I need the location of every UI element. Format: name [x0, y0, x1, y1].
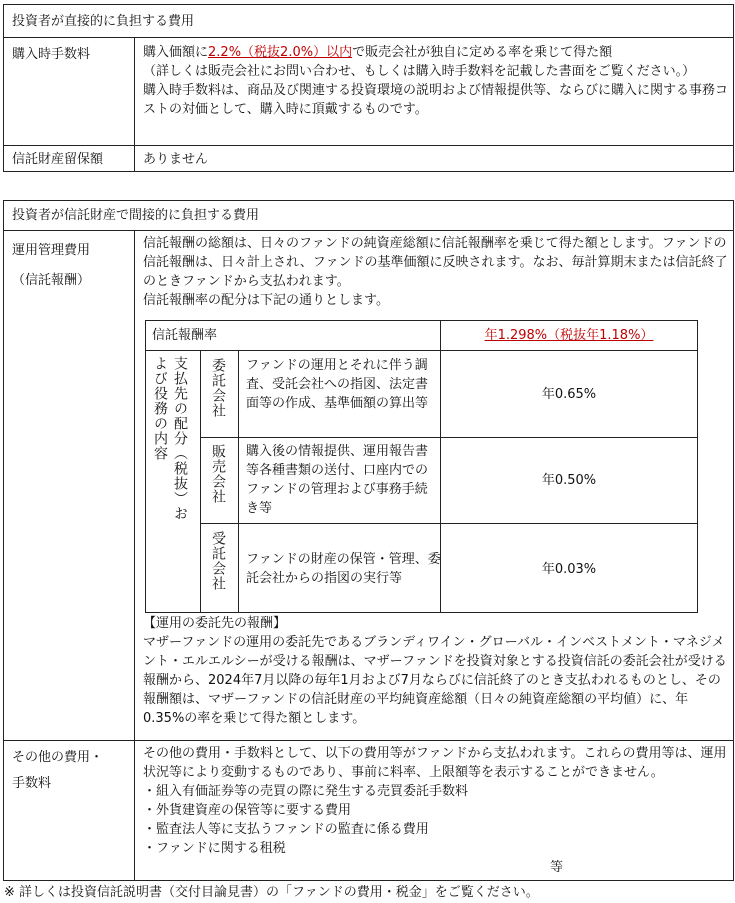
divider: [200, 437, 698, 438]
divider: [145, 350, 698, 351]
party-rate: 年0.50%: [541, 473, 597, 488]
list-item: ・外貨建資産の保管等に要する費用: [143, 803, 352, 818]
divider: [134, 230, 135, 881]
mgmt-fee-text: [143, 234, 728, 310]
direct-cost-header: 投資者が直接的に負担する費用: [12, 14, 195, 29]
purchase-fee-label: 購入時手数料: [12, 47, 91, 62]
mgmt-fee-desc: 信託報酬の総額は、日々のファンドの純資産総額に信託報酬率を乗じて得た額とします。ファンドの信託報酬は、日々計上され、ファンドの基準価額に反映されます。なお、毎計算期末または信託終了のときファンドから支払われます。: [143, 236, 728, 289]
divider: [200, 350, 201, 613]
divider: [200, 523, 698, 524]
other-fee-label-1: その他の費用・: [12, 750, 104, 765]
party-desc: 購入後の情報提供、運用報告書等各種書類の送付、口座内でのファンドの管理および事務手続き等: [246, 444, 429, 516]
party-rate: 年0.65%: [541, 387, 597, 402]
mgmt-fee-label-1: 運用管理費用: [12, 243, 91, 258]
party-desc: ファンドの財産の保管・管理、委託会社からの指図の実行等: [246, 552, 441, 586]
divider: [3, 230, 734, 231]
party-desc: ファンドの運用とそれに伴う調査、受託会社への指図、法定書面等の作成、基準価額の算出等: [246, 358, 429, 411]
party-label: 販売会社: [210, 444, 226, 504]
retention-value: ありません: [143, 152, 209, 167]
divider: [134, 37, 135, 172]
other-fee-etc: 等: [550, 860, 564, 875]
retention-label: 信託財産留保額: [12, 152, 104, 167]
list-item: ・組入有価証券等の売買の際に発生する売買委託手数料: [143, 784, 469, 799]
list-item: ・監査法人等に支払うファンドの監査に係る費用: [143, 822, 429, 837]
purchase-fee-rate: 2.2%（税抜2.0%）以内: [208, 45, 353, 60]
purchase-fee-pre: 購入価額に: [143, 45, 209, 60]
other-fee-desc: その他の費用・手数料として、以下の費用等がファンドから支払われます。これらの費用等は、運用状況等により変動するものであり、事前に料率、上限額等を表示することができません。: [143, 746, 727, 780]
subadvisor-text: マザーファンドの運用の委託先であるブランディワイン・グローバル・インベストメント・マネジメント・エルエルシーが受ける報酬は、マザーファンドを投資対象とする投資信託の委託会社が受ける報酬から、2024年7月以降の毎年1月および7月ならびに信託終了のとき支払われるものとし、その報酬額は、マザーファンドの信託財産の平均純資産総額（日々の純資産総額の平均値）に、年0.35%の率を乗じて得た額とします。: [143, 635, 727, 726]
divider: [3, 37, 734, 38]
mgmt-fee-label: [12, 236, 90, 296]
rate-value: 年1.298%（税抜年1.18%）: [484, 328, 654, 343]
divider: [238, 350, 239, 613]
purchase-fee-note: （詳しくは販売会社にお問い合わせ、もしくは購入時手数料を記載した書面をご覧ください。）: [143, 64, 696, 79]
subadvisor-title: 【運用の委託先の報酬】: [143, 616, 287, 631]
mgmt-fee-alloc-note: 信託報酬率の配分は下記の通りとします。: [143, 293, 389, 308]
purchase-fee-post: で販売会社が独自に定める率を乗じて得た額: [352, 45, 613, 60]
indirect-cost-header: 投資者が信託財産で間接的に負担する費用: [12, 208, 260, 223]
other-fee-label-2: 手数料: [12, 776, 52, 791]
party-label: 委託会社: [210, 358, 226, 418]
rate-label: 信託報酬率: [152, 328, 218, 343]
list-item: ・ファンドに関する租税: [143, 841, 286, 856]
purchase-fee-text: [143, 43, 728, 119]
party-rate: 年0.03%: [541, 562, 597, 577]
other-fee-text: [143, 744, 728, 858]
other-fee-label: [12, 745, 103, 797]
mgmt-fee-label-2: （信託報酬）: [12, 273, 91, 288]
party-label: 受託会社: [210, 531, 226, 591]
divider: [3, 740, 734, 741]
purchase-fee-desc: 購入時手数料は、商品及び関連する投資環境の説明および情報提供等、ならびに購入に関する事務コストの対価として、購入時に頂戴するものです。: [143, 83, 729, 117]
divider: [3, 145, 734, 146]
footnote: ※ 詳しくは投資信託説明書（交付目論見書）の「ファンドの費用・税金」をご覧ください。: [4, 885, 539, 900]
allocation-side-label: 支払先の配分（税抜）および役務の内容: [152, 356, 188, 521]
subadvisor-fee: [143, 614, 728, 728]
